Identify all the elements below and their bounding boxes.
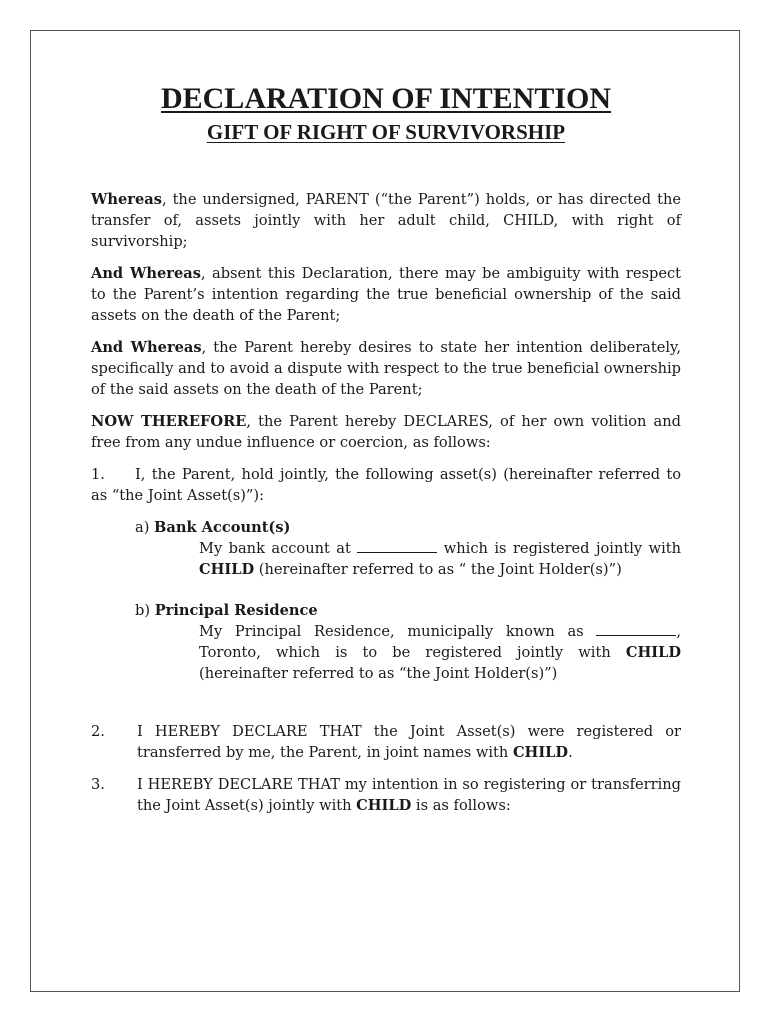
- numbered-item-1: [91, 464, 681, 506]
- item-number: 2.: [91, 723, 105, 740]
- item-number: 3.: [91, 776, 105, 793]
- asset-text: My Principal Residence, municipally known as: [199, 623, 584, 640]
- whereas-text: , the Parent hereby desires to state her intention deliberately, specifically and to avoid a dispute with respect to the true beneficial ownership of the said assets on the death of the Parent;: [91, 339, 681, 398]
- child-name: CHILD: [512, 744, 569, 761]
- whereas-paragraph-1: [91, 189, 681, 252]
- whereas-paragraph-2: [91, 263, 681, 326]
- asset-item-bank-account: [135, 517, 681, 580]
- therefore-text: , the Parent hereby DECLARES, of her own volition and free from any undue influence or coercion, as follows:: [91, 413, 681, 451]
- item-text: [137, 721, 681, 763]
- therefore-lead: NOW THEREFORE: [91, 413, 247, 430]
- child-name: CHILD: [356, 797, 412, 814]
- item-text-end: .: [568, 744, 573, 761]
- whereas-text: , the undersigned, PARENT (“the Parent”) holds, or has directed the transfer of, assets jointly with her adult child, CHILD, with right of survivorship;: [91, 191, 681, 250]
- whereas-lead: And Whereas: [91, 339, 202, 356]
- blank-line: [357, 538, 437, 553]
- item-text: [137, 774, 681, 816]
- asset-description: [199, 621, 681, 684]
- whereas-lead: And Whereas: [91, 265, 201, 282]
- item-text-end: is as follows:: [411, 797, 511, 814]
- asset-heading-label: Bank Account(s): [154, 519, 291, 536]
- blank-line: [596, 621, 676, 636]
- asset-text: which is registered jointly with: [443, 540, 681, 557]
- document-page: [30, 30, 740, 992]
- asset-text: , Toronto, which is to be registered jointly with: [199, 623, 682, 661]
- numbered-item-2: [91, 721, 681, 763]
- asset-marker: a): [135, 519, 150, 536]
- document-subtitle: GIFT OF RIGHT OF SURVIVORSHIP: [206, 120, 566, 144]
- document-body: [91, 81, 681, 816]
- item-number: 1.: [91, 466, 105, 483]
- item-text-body: I HEREBY DECLARE THAT my intention in so registering or transferring the Joint Asset(s) jointly with: [137, 776, 681, 814]
- whereas-paragraph-3: [91, 337, 681, 400]
- whereas-lead: Whereas: [91, 191, 162, 208]
- asset-text: (hereinafter referred to as “the Joint Holder(s)”): [199, 665, 558, 682]
- asset-heading: [135, 517, 681, 538]
- asset-description: [199, 538, 681, 580]
- asset-heading-label: Principal Residence: [154, 602, 318, 619]
- item-text-body: I HEREBY DECLARE THAT the Joint Asset(s) were registered or transferred by me, the Parent, in joint names with: [137, 723, 681, 761]
- asset-list: [135, 517, 681, 684]
- asset-text: My bank account at: [199, 540, 351, 557]
- child-name: CHILD: [625, 644, 682, 661]
- document-title: DECLARATION OF INTENTION: [160, 82, 612, 115]
- child-name: CHILD: [199, 561, 255, 578]
- asset-item-principal-residence: [135, 600, 681, 684]
- asset-marker: b): [135, 602, 151, 619]
- asset-heading: [135, 600, 681, 621]
- asset-text: (hereinafter referred to as “ the Joint Holder(s)”): [258, 561, 622, 578]
- numbered-item-3: [91, 774, 681, 816]
- therefore-paragraph: [91, 411, 681, 453]
- whereas-text: , absent this Declaration, there may be ambiguity with respect to the Parent’s intention regarding the true beneficial ownership of the said assets on the death of the Parent;: [91, 265, 681, 324]
- item-text: I, the Parent, hold jointly, the following asset(s) (hereinafter referred to as “the Joint Asset(s)”):: [91, 466, 681, 504]
